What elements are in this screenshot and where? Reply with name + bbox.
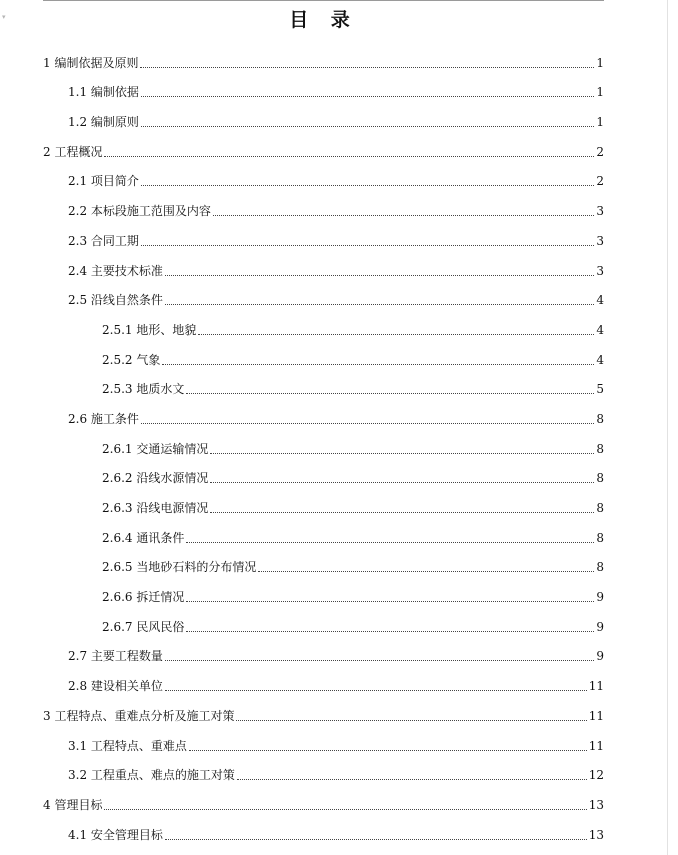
toc-entry[interactable] (43, 575, 604, 605)
toc-entry-page: 4 (596, 352, 604, 367)
toc-leader-dots (104, 155, 594, 157)
toc-entry[interactable] (43, 397, 604, 427)
toc-entry-page: 8 (596, 560, 604, 575)
toc-entry-label: 2.6.4 通讯条件 (102, 530, 185, 545)
toc-entry[interactable] (43, 724, 604, 754)
toc-leader-dots (141, 244, 594, 246)
toc-entry[interactable] (43, 783, 604, 813)
toc-entry[interactable] (43, 635, 604, 665)
toc-entry-label: 3 工程特点、重难点分析及施工对策 (43, 708, 235, 723)
toc-leader-dots (104, 808, 586, 810)
toc-entry-label: 4 管理目标 (43, 797, 103, 812)
toc-entry-page: 9 (596, 619, 604, 634)
toc-leader-dots (165, 274, 594, 276)
toc-entry[interactable] (43, 486, 604, 516)
toc-entry-page: 9 (596, 590, 604, 605)
toc-entry-label: 3.1 工程特点、重难点 (68, 738, 187, 753)
margin-marker-icon: ▾ (2, 13, 6, 21)
toc-entry-page: 1 (596, 115, 604, 130)
toc-entry[interactable] (43, 368, 604, 398)
toc-leader-dots (210, 481, 594, 483)
toc-entry-page: 11 (588, 708, 604, 723)
toc-entry-label: 2.4 主要技术标准 (68, 263, 163, 278)
toc-entry-page: 3 (596, 233, 604, 248)
toc-entry-label: 2.5.3 地质水文 (102, 382, 185, 397)
toc-leader-dots (165, 303, 594, 305)
toc-entry-page: 4 (596, 293, 604, 308)
toc-leader-dots (236, 719, 586, 721)
toc-entry-label: 1.2 编制原则 (68, 115, 139, 130)
toc-entry[interactable] (43, 813, 604, 843)
toc-entry-label: 2.6.1 交通运输情况 (102, 441, 209, 456)
toc-leader-dots (141, 125, 594, 127)
toc-entry[interactable] (43, 130, 604, 160)
toc-entry[interactable] (43, 189, 604, 219)
toc-entry-page: 8 (596, 441, 604, 456)
toc-leader-dots (210, 452, 594, 454)
toc-leader-dots (162, 363, 594, 365)
toc-entry-label: 1.1 编制依据 (68, 85, 139, 100)
toc-entry-page: 5 (596, 382, 604, 397)
toc-entry-label: 2.3 合同工期 (68, 233, 139, 248)
toc-entry[interactable] (43, 457, 604, 487)
toc-entry-label: 2.6 施工条件 (68, 411, 139, 426)
toc-entry[interactable] (43, 546, 604, 576)
toc-entry-label: 2.6.5 当地砂石料的分布情况 (102, 560, 257, 575)
toc-entry[interactable] (43, 71, 604, 101)
toc-entry-page: 13 (588, 827, 604, 842)
toc-leader-dots (186, 600, 594, 602)
toc-leader-dots (165, 838, 587, 840)
toc-entry[interactable] (43, 249, 604, 279)
page-top-border (43, 0, 604, 1)
toc-entry[interactable] (43, 427, 604, 457)
toc-leader-dots (210, 511, 594, 513)
toc-leader-dots (140, 66, 594, 68)
toc-entry-label: 2.8 建设相关单位 (68, 679, 163, 694)
toc-entry[interactable] (43, 308, 604, 338)
toc-leader-dots (141, 184, 594, 186)
toc-entry-page: 8 (596, 411, 604, 426)
toc-entry[interactable] (43, 219, 604, 249)
toc-leader-dots (213, 214, 594, 216)
toc-entry-label: 2.7 主要工程数量 (68, 649, 163, 664)
toc-entry[interactable] (43, 694, 604, 724)
toc-entry[interactable] (43, 516, 604, 546)
toc-entry-page: 1 (596, 55, 604, 70)
toc-entry[interactable] (43, 160, 604, 190)
toc-entry[interactable] (43, 605, 604, 635)
toc-entry-page: 2 (596, 144, 604, 159)
toc-entry-page: 8 (596, 530, 604, 545)
toc-entry-page: 8 (596, 471, 604, 486)
table-of-contents (43, 41, 604, 843)
toc-entry[interactable] (43, 100, 604, 130)
toc-leader-dots (258, 570, 594, 572)
page-title: 目 录 (289, 9, 358, 31)
toc-entry-label: 3.2 工程重点、难点的施工对策 (68, 768, 235, 783)
toc-entry[interactable] (43, 664, 604, 694)
toc-entry-label: 2.2 本标段施工范围及内容 (68, 204, 211, 219)
page-right-edge (667, 0, 668, 855)
toc-leader-dots (237, 778, 587, 780)
toc-entry-label: 2 工程概况 (43, 144, 103, 159)
toc-entry-label: 2.6.6 拆迁情况 (102, 590, 185, 605)
toc-entry[interactable] (43, 754, 604, 784)
toc-leader-dots (165, 659, 594, 661)
toc-entry-label: 2.1 项目简介 (68, 174, 139, 189)
toc-entry-label: 1 编制依据及原则 (43, 55, 139, 70)
toc-leader-dots (165, 689, 587, 691)
toc-entry-page: 3 (596, 263, 604, 278)
toc-leader-dots (186, 392, 594, 394)
toc-entry-page: 12 (588, 768, 604, 783)
toc-entry-label: 2.5 沿线自然条件 (68, 293, 163, 308)
toc-leader-dots (141, 422, 594, 424)
toc-entry-page: 9 (596, 649, 604, 664)
toc-leader-dots (141, 95, 594, 97)
toc-entry[interactable] (43, 338, 604, 368)
toc-entry[interactable] (43, 279, 604, 309)
toc-entry-page: 8 (596, 501, 604, 515)
toc-entry-page: 1 (596, 85, 604, 100)
toc-entry-page: 2 (596, 174, 604, 189)
toc-entry-label: 4.1 安全管理目标 (68, 827, 163, 842)
toc-entry-label: 2.5.2 气象 (102, 352, 161, 367)
toc-entry-label: 2.6.7 民风民俗 (102, 619, 185, 634)
toc-entry-page: 13 (588, 797, 604, 812)
toc-entry-label: 2.6.2 沿线水源情况 (102, 471, 209, 486)
toc-leader-dots (198, 333, 594, 335)
toc-leader-dots (186, 630, 594, 632)
toc-entry[interactable] (43, 41, 604, 71)
toc-entry-page: 4 (596, 322, 604, 337)
toc-entry-label: 2.6.3 沿线电源情况 (102, 501, 209, 515)
toc-entry-page: 11 (588, 738, 604, 753)
toc-leader-dots (189, 749, 587, 751)
toc-entry-page: 3 (596, 204, 604, 219)
toc-leader-dots (186, 541, 594, 543)
toc-entry-page: 11 (588, 679, 604, 694)
toc-entry-label: 2.5.1 地形、地貌 (102, 322, 197, 337)
